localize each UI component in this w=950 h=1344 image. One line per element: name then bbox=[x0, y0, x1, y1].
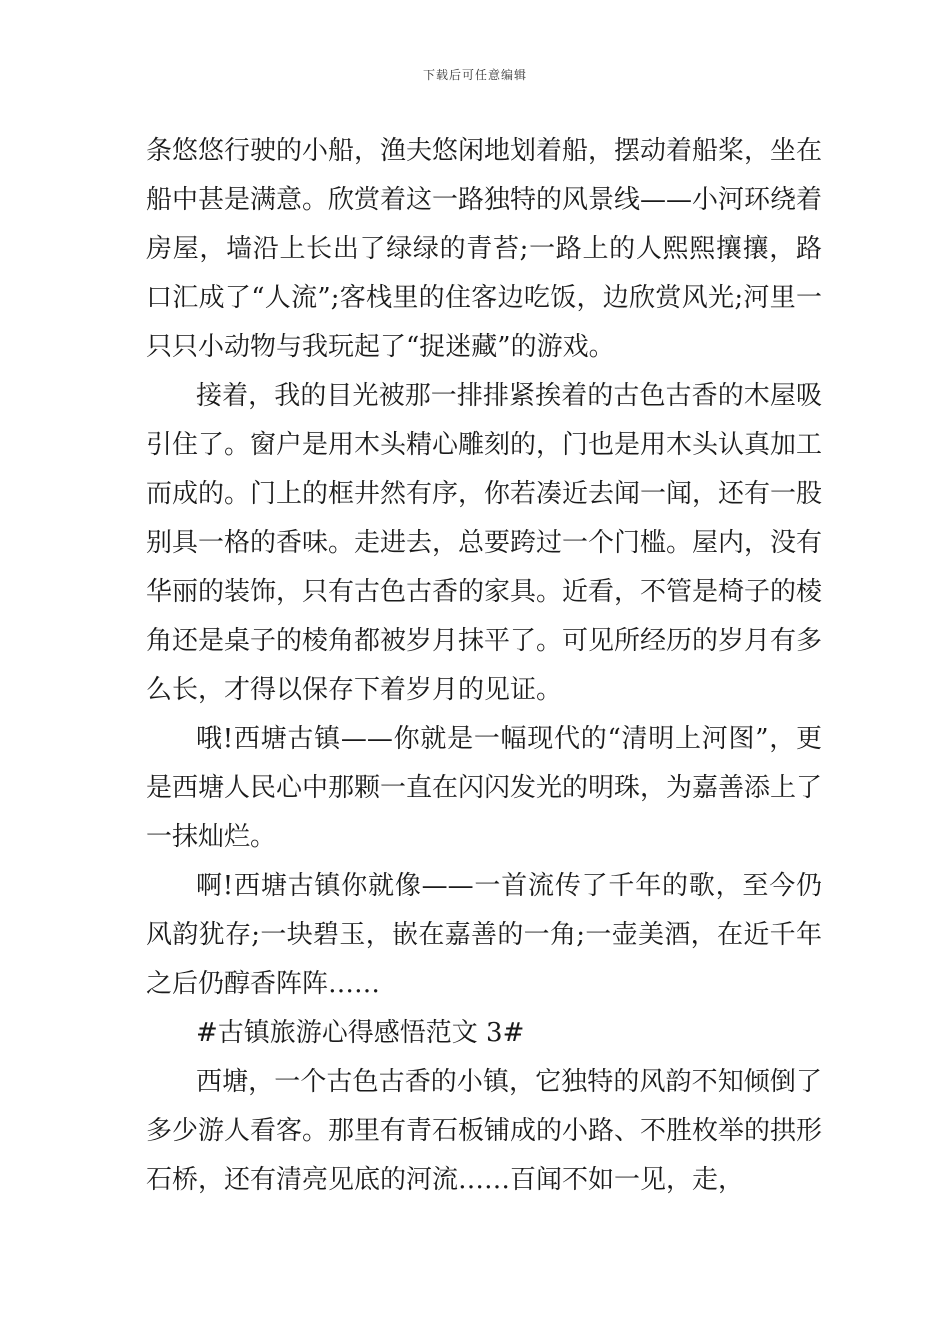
paragraph-5: 西塘，一个古色古香的小镇，它独特的风韵不知倾倒了多少游人看客。那里有青石板铺成的小路、不胜枚举的拱形石桥，还有清亮见底的河流……百闻不如一见，走， bbox=[146, 1067, 823, 1195]
document-body bbox=[146, 127, 822, 1205]
section-heading: #古镇旅游心得感悟范文 3# bbox=[196, 1018, 525, 1048]
paragraph-2: 接着，我的目光被那一排排紧挨着的古色古香的木屋吸引住了。窗户是用木头精心雕刻的，门也是用木头认真加工而成的。门上的框井然有序，你若凑近去闻一闻，还有一股别具一格的香味。走进去，总要跨过一个门槛。屋内，没有华丽的装饰，只有古色古香的家具。近看，不管是椅子的棱角还是桌子的棱角都被岁月抹平了。可见所经历的岁月有多么长，才得以保存下着岁月的见证。 bbox=[146, 381, 823, 705]
paragraph-1: 条悠悠行驶的小船，渔夫悠闲地划着船，摆动着船桨，坐在船中甚是满意。欣赏着这一路独特的风景线——小河环绕着房屋，墙沿上长出了绿绿的青苔;一路上的人熙熙攘攘，路口汇成了“人流”;客栈里的住客边吃饭，边欣赏风光;河里一只只小动物与我玩起了“捉迷藏”的游戏。 bbox=[146, 136, 823, 362]
page-header: 下载后可任意编辑 bbox=[422, 68, 527, 82]
paragraph-3: 哦!西塘古镇——你就是一幅现代的“清明上河图”，更是西塘人民心中那颗一直在闪闪发光的明珠，为嘉善添上了一抹灿烂。 bbox=[146, 724, 823, 852]
paragraph-4: 啊!西塘古镇你就像——一首流传了千年的歌，至今仍风韵犹存;一块碧玉，嵌在嘉善的一角;一壶美酒，在近千年之后仍醇香阵阵…… bbox=[146, 871, 822, 999]
